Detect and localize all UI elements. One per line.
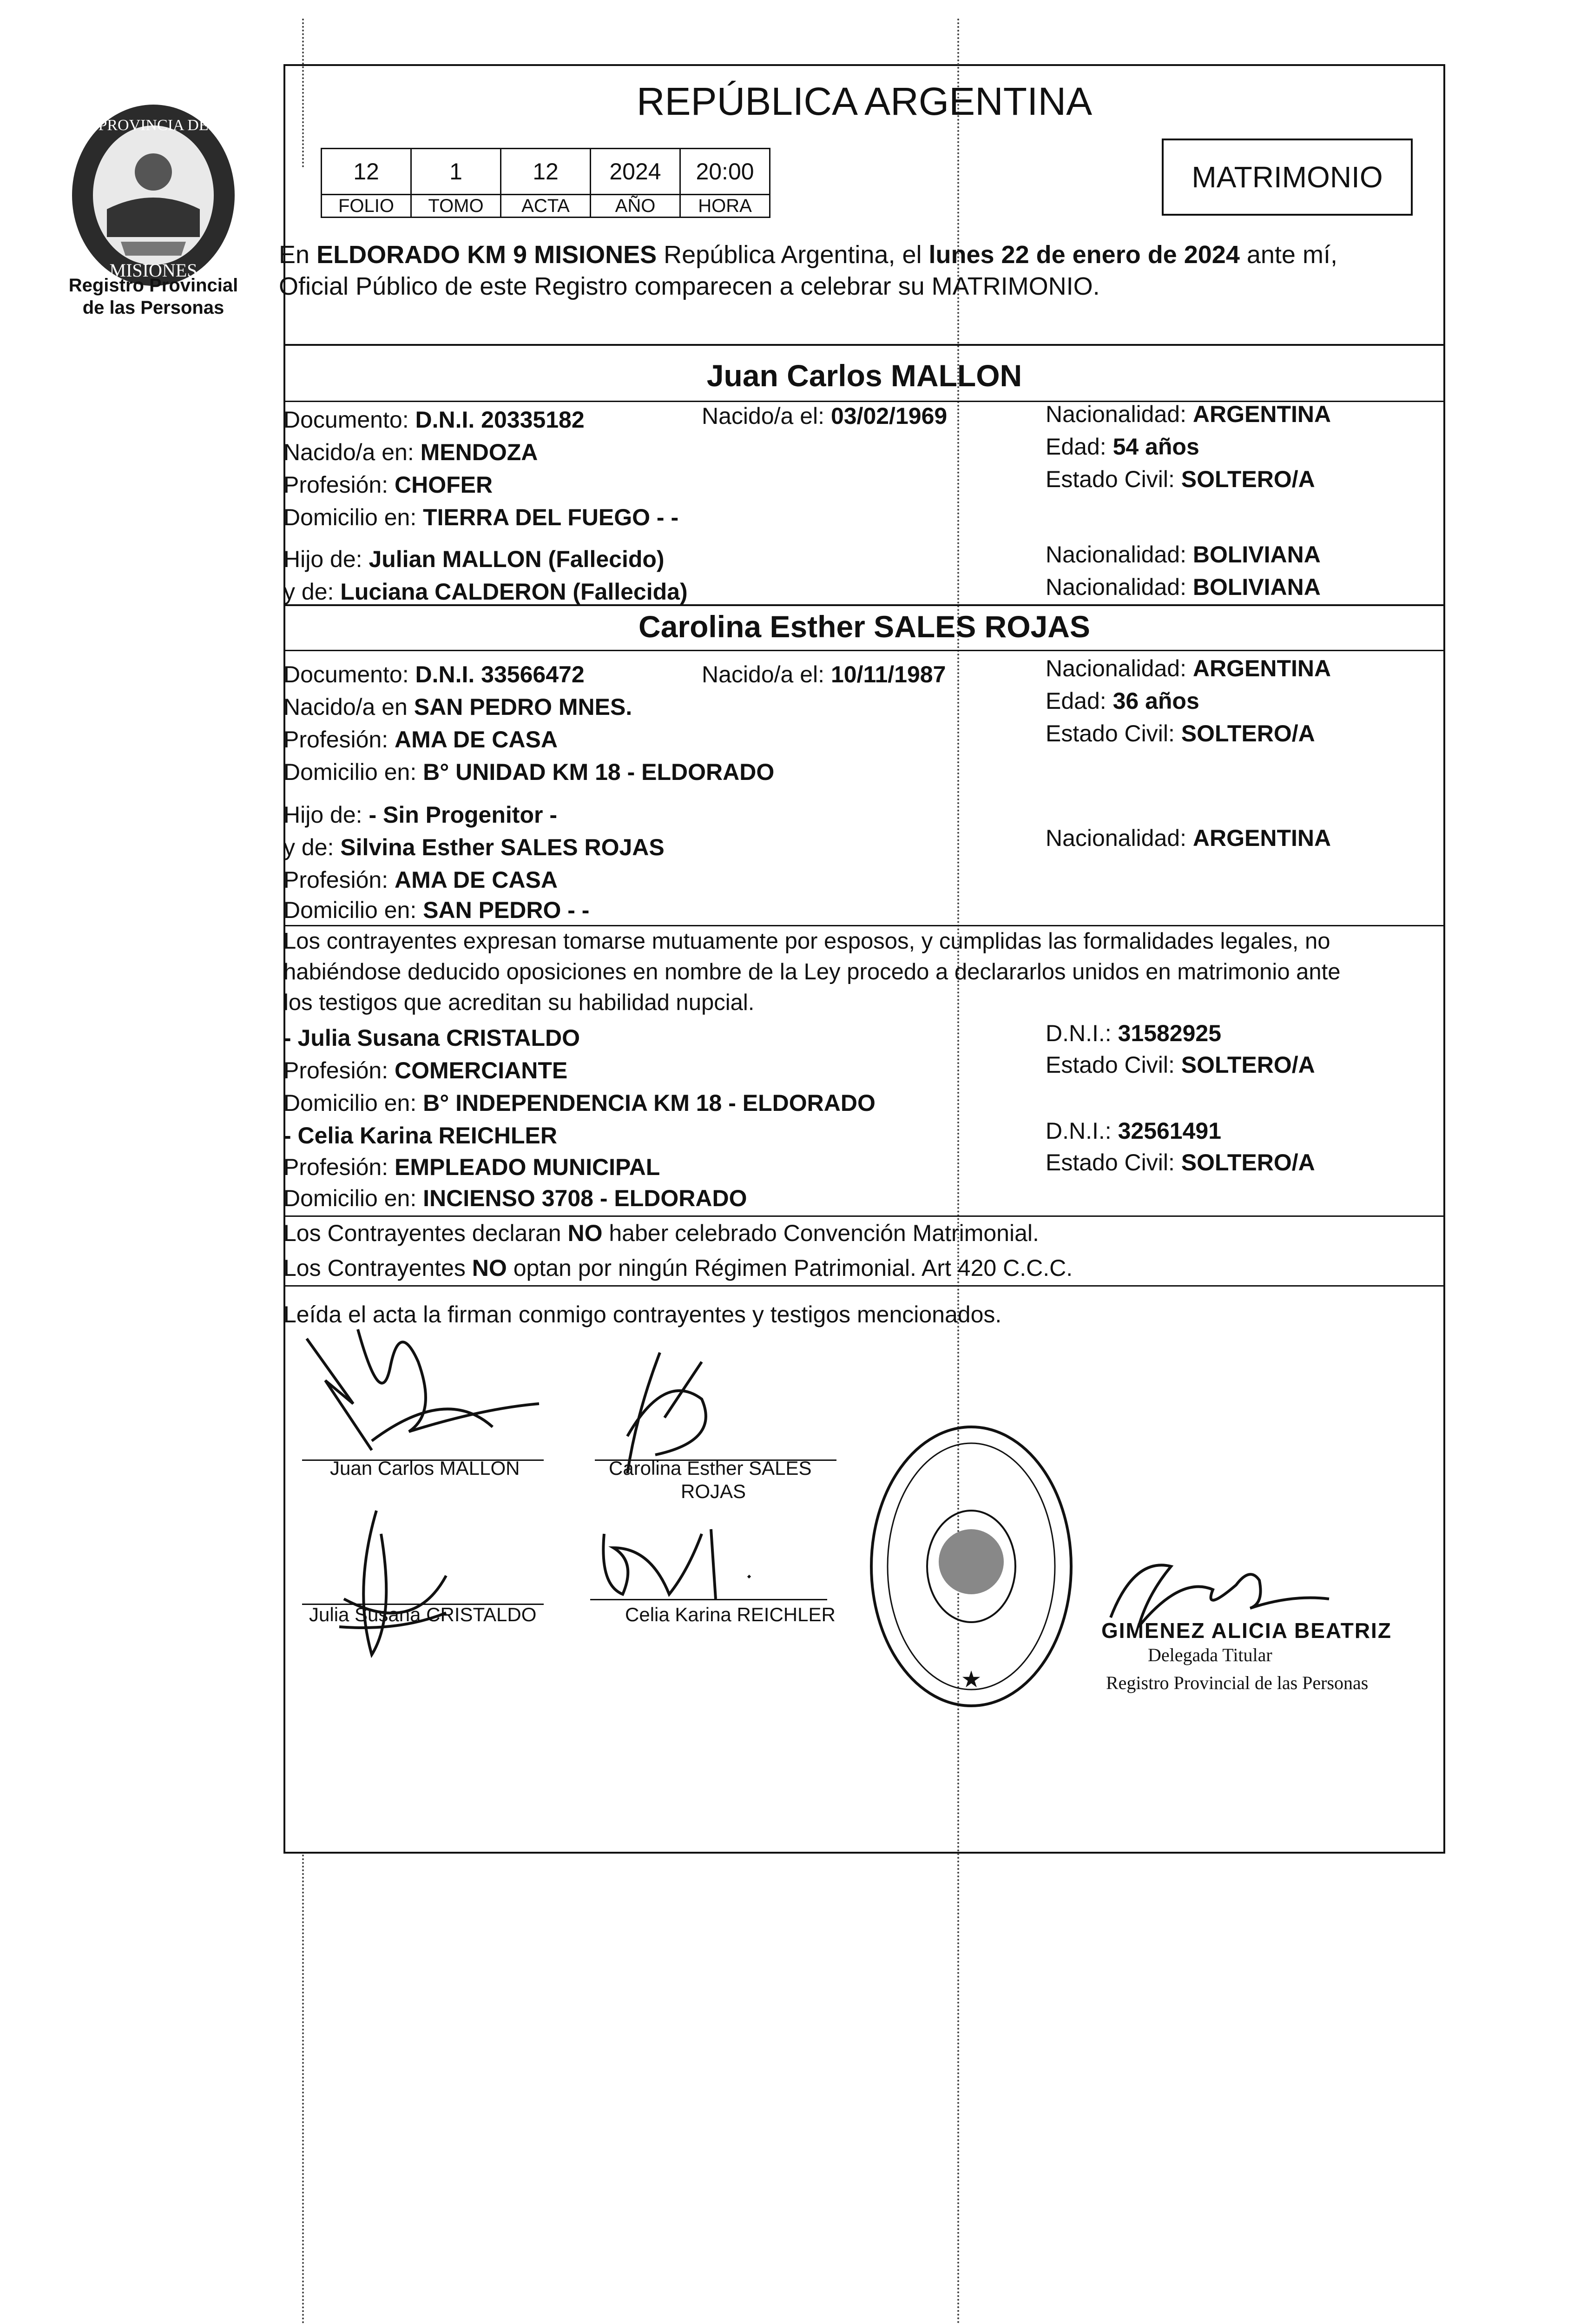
label: Nacido/a en	[283, 694, 414, 720]
label: Documento:	[283, 661, 415, 687]
folio-value: 12	[322, 149, 411, 195]
witness2-estado-civil	[1046, 1147, 1315, 1178]
spouse2-estado-civil	[1046, 718, 1315, 749]
signatures-intro: Leída el acta la firman conmigo contrayentes y testigos mencionados.	[283, 1301, 1002, 1327]
label: Profesión:	[283, 726, 395, 753]
label: Nacido/a el:	[702, 403, 831, 429]
value: B° UNIDAD KM 18 - ELDORADO	[423, 759, 775, 785]
emph: NO	[567, 1220, 603, 1246]
value: 03/02/1969	[830, 403, 948, 429]
spouse1-profesion	[283, 469, 493, 500]
emph: NO	[472, 1255, 507, 1281]
signature-spouse1	[297, 1311, 576, 1464]
value: INCIENSO 3708 - ELDORADO	[423, 1185, 747, 1211]
folio-caption: FOLIO	[322, 195, 411, 218]
label: Nacido/a el:	[702, 661, 831, 687]
spouse1-nacionalidad	[1046, 399, 1331, 429]
label: Profesión:	[283, 867, 395, 893]
label: Nacionalidad:	[1046, 655, 1193, 681]
declaration-line3: los testigos que acreditan su habilidad nupcial.	[283, 990, 755, 1015]
signature-witness1	[325, 1497, 465, 1701]
spouse2-profesion	[283, 724, 558, 755]
signature-label-witness1: Julia Susana CRISTALDO	[309, 1604, 537, 1625]
text: Los Contrayentes	[283, 1255, 472, 1281]
label: Estado Civil:	[1046, 720, 1181, 746]
label: D.N.I.:	[1046, 1118, 1118, 1144]
value: ARGENTINA	[1192, 825, 1331, 851]
value: Silvina Esther SALES ROJAS	[340, 834, 665, 860]
value: TIERRA DEL FUEGO - -	[423, 504, 679, 530]
divider	[283, 344, 1445, 346]
divider	[283, 604, 1445, 606]
label: y de:	[283, 579, 341, 605]
label: Domicilio en:	[283, 759, 423, 785]
value: B° INDEPENDENCIA KM 18 - ELDORADO	[423, 1090, 876, 1116]
spouse2-domicilio	[283, 757, 774, 787]
spouse2-parent2-domicilio	[283, 895, 589, 925]
spouse2-parent2	[283, 832, 665, 863]
value: - Sin Progenitor -	[369, 802, 557, 828]
witness2-name: - Celia Karina REICHLER	[283, 1122, 558, 1149]
witness1-domicilio	[283, 1088, 876, 1118]
intro-text-b: República Argentina, el	[657, 241, 929, 269]
spouse1-name: Juan Carlos MALLON	[706, 358, 1022, 393]
spouse2-name: Carolina Esther SALES ROJAS	[639, 609, 1090, 644]
value: AMA DE CASA	[395, 726, 558, 753]
label: Documento:	[283, 407, 415, 433]
value: 36 años	[1113, 688, 1199, 714]
svg-text:PROVINCIA DE: PROVINCIA DE	[98, 117, 209, 134]
label: Edad:	[1046, 688, 1113, 714]
label: Domicilio en:	[283, 897, 423, 923]
official-role: Delegada Titular	[1148, 1644, 1272, 1665]
text: optan por ningún Régimen Patrimonial. Art 420 C.C.C.	[507, 1255, 1073, 1281]
value: SOLTERO/A	[1181, 1052, 1315, 1078]
witness1-dni	[1046, 1018, 1221, 1049]
witness2-profesion	[283, 1152, 660, 1182]
label: Estado Civil:	[1046, 466, 1181, 492]
witness1-profesion	[283, 1055, 567, 1086]
logo-caption-line1: Registro Provincial	[68, 275, 238, 296]
intro-place: ELDORADO KM 9 MISIONES	[316, 241, 657, 269]
spouse2-nacido-en	[283, 692, 632, 722]
svg-text:★: ★	[961, 1666, 982, 1692]
value: ARGENTINA	[1192, 401, 1331, 427]
spouse1-nacido-en	[283, 437, 538, 468]
value: BOLIVIANA	[1192, 541, 1321, 568]
label: Hijo de:	[283, 546, 369, 572]
label: Domicilio en:	[283, 1185, 423, 1211]
label: Domicilio en:	[283, 1090, 423, 1116]
spouse1-parent1	[283, 544, 665, 574]
label: Nacionalidad:	[1046, 541, 1193, 568]
value: 10/11/1987	[830, 661, 946, 687]
label: Estado Civil:	[1046, 1052, 1181, 1078]
value: 31582925	[1118, 1020, 1222, 1046]
intro-text-c: ante mí,	[1239, 241, 1337, 269]
spouse2-parent2-nacionalidad	[1046, 823, 1331, 853]
intro-line1	[279, 239, 1337, 270]
spouse1-parent2-nacionalidad	[1046, 572, 1321, 602]
signature-label-spouse2: Carolina Esther SALES	[609, 1457, 812, 1479]
spouse1-parent1-nacionalidad	[1046, 539, 1321, 570]
value: SOLTERO/A	[1181, 720, 1315, 746]
spouse1-nacido-el	[702, 401, 947, 431]
anio-caption: AÑO	[591, 195, 680, 218]
value: SAN PEDRO - -	[423, 897, 590, 923]
value: COMERCIANTE	[395, 1057, 568, 1083]
value: ARGENTINA	[1192, 655, 1331, 681]
spouse2-nacido-el	[702, 659, 946, 690]
spouse1-domicilio	[283, 502, 678, 533]
intro-text-a: En	[279, 241, 317, 269]
label: Hijo de:	[283, 802, 369, 828]
convention-line1	[283, 1218, 1039, 1248]
witness1-estado-civil	[1046, 1050, 1315, 1080]
acta-caption: ACTA	[501, 195, 591, 218]
label: Nacionalidad:	[1046, 825, 1193, 851]
hora-value: 20:00	[680, 149, 770, 195]
value: 32561491	[1118, 1118, 1222, 1144]
spouse2-parent2-profesion	[283, 865, 558, 895]
divider	[283, 1215, 1445, 1217]
logo-caption	[42, 274, 265, 319]
label: Nacionalidad:	[1046, 574, 1193, 600]
value: D.N.I. 20335182	[415, 407, 585, 433]
official-office: Registro Provincial de las Personas	[1106, 1672, 1369, 1693]
svg-text:MISIONES: MISIONES	[109, 260, 198, 281]
value: EMPLEADO MUNICIPAL	[395, 1154, 660, 1180]
label: Estado Civil:	[1046, 1149, 1181, 1175]
label: Nacionalidad:	[1046, 401, 1193, 427]
label: Profesión:	[283, 1154, 395, 1180]
text: haber celebrado Convención Matrimonial.	[602, 1220, 1039, 1246]
spouse1-estado-civil	[1046, 464, 1315, 495]
declaration-line2: habiéndose deducido oposiciones en nombre de la Ley procedo a declararlos unidos en matrimonio ante	[283, 959, 1341, 984]
value: SOLTERO/A	[1181, 1149, 1315, 1175]
logo-caption-line2: de las Personas	[82, 297, 224, 318]
spouse1-edad	[1046, 431, 1199, 462]
signature-line-witness2	[590, 1599, 827, 1600]
spouse2-nacionalidad	[1046, 653, 1331, 684]
province-seal-icon	[65, 102, 242, 288]
anio-value: 2024	[591, 149, 680, 195]
label: Profesión:	[283, 1057, 395, 1083]
value: Luciana CALDERON (Fallecida)	[340, 579, 688, 605]
page-title: REPÚBLICA ARGENTINA	[636, 79, 1093, 123]
text: Los Contrayentes declaran	[283, 1220, 568, 1246]
declaration-line1: Los contrayentes expresan tomarse mutuamente por esposos, y cumplidas las formalidades legales, no	[283, 929, 1330, 954]
value: BOLIVIANA	[1192, 574, 1321, 600]
record-type-box: MATRIMONIO	[1162, 139, 1413, 216]
witness1-name: - Julia Susana CRISTALDO	[283, 1025, 580, 1051]
official-seal	[864, 1418, 1078, 1715]
convention-line2	[283, 1253, 1073, 1283]
divider	[283, 1285, 1445, 1287]
value: 54 años	[1113, 434, 1199, 460]
label: y de:	[283, 834, 341, 860]
label: D.N.I.:	[1046, 1020, 1118, 1046]
record-table	[321, 148, 770, 218]
intro-line2: Oficial Público de este Registro comparecen a celebrar su MATRIMONIO.	[279, 272, 1100, 300]
acta-value: 12	[501, 149, 591, 195]
value: D.N.I. 33566472	[415, 661, 585, 687]
label: Nacido/a en:	[283, 439, 421, 465]
spouse2-edad	[1046, 686, 1199, 716]
label: Profesión:	[283, 472, 395, 498]
signature-label-spouse1: Juan Carlos MALLON	[330, 1457, 520, 1479]
hora-caption: HORA	[680, 195, 770, 218]
witness2-dni	[1046, 1116, 1221, 1146]
value: CHOFER	[395, 472, 493, 498]
value: MENDOZA	[420, 439, 538, 465]
tomo-caption: TOMO	[411, 195, 501, 218]
spouse2-parent1	[283, 799, 557, 830]
official-name: GIMENEZ ALICIA BEATRIZ	[1101, 1618, 1392, 1643]
value: SAN PEDRO MNES.	[414, 694, 632, 720]
label: Edad:	[1046, 434, 1113, 460]
spouse1-parent2	[283, 576, 688, 607]
margin-mark-bottom	[302, 1855, 304, 2324]
value: Julian MALLON (Fallecido)	[369, 546, 665, 572]
spouse1-documento	[283, 404, 585, 435]
value: AMA DE CASA	[395, 867, 558, 893]
signature-label-spouse2-line2: ROJAS	[681, 1480, 746, 1502]
intro-date: lunes 22 de enero de 2024	[928, 241, 1240, 269]
value: SOLTERO/A	[1181, 466, 1315, 492]
registry-logo	[65, 102, 242, 288]
tomo-value: 1	[411, 149, 501, 195]
spouse2-documento	[283, 659, 585, 690]
divider	[283, 650, 1445, 651]
signature-label-witness2: Celia Karina REICHLER	[625, 1604, 836, 1625]
label: Domicilio en:	[283, 504, 423, 530]
witness2-domicilio	[283, 1183, 747, 1214]
